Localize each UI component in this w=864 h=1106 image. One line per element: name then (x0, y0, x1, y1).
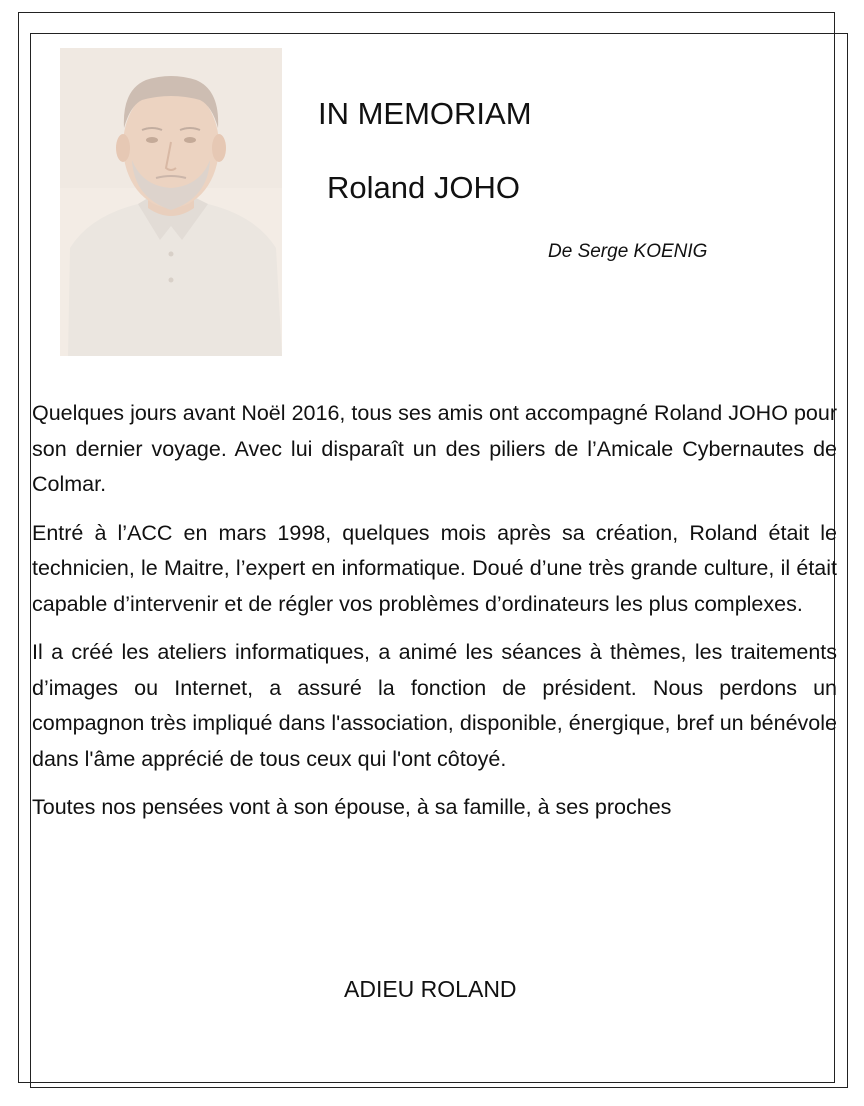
page-title: IN MEMORIAM (318, 96, 532, 131)
person-name: Roland JOHO (327, 170, 520, 205)
paragraph: Quelques jours avant Noël 2016, tous ses amis ont accompagné Roland JOHO pour son dernier voyage. Avec lui disparaît un des piliers de l’Amicale Cybernautes de Colmar. (32, 401, 837, 496)
paragraph: Entré à l’ACC en mars 1998, quelques mois après sa création, Roland était le technicien, le Maitre, l’expert en informatique. Doué d’une très grande culture, il était capable d’intervenir et de régler vos problèmes d’ordinateurs les plus complexes. (32, 520, 837, 616)
author-byline: De Serge KOENIG (548, 241, 708, 262)
paragraph: Il a créé les ateliers informatiques, a animé les séances à thèmes, les traitements d’images ou Internet, a assuré la fonction de président. Nous perdons un compagnon très impliqué dans l'association, disponible, énergique, bref un bénévole dans l'âme apprécié de tous ceux qui l'ont côtoyé. (32, 640, 837, 771)
farewell-text: ADIEU ROLAND (344, 976, 517, 1002)
portrait-photo (60, 48, 282, 356)
article-body (32, 396, 837, 839)
paragraph: Toutes nos pensées vont à son épouse, à sa famille, à ses proches (32, 795, 672, 819)
